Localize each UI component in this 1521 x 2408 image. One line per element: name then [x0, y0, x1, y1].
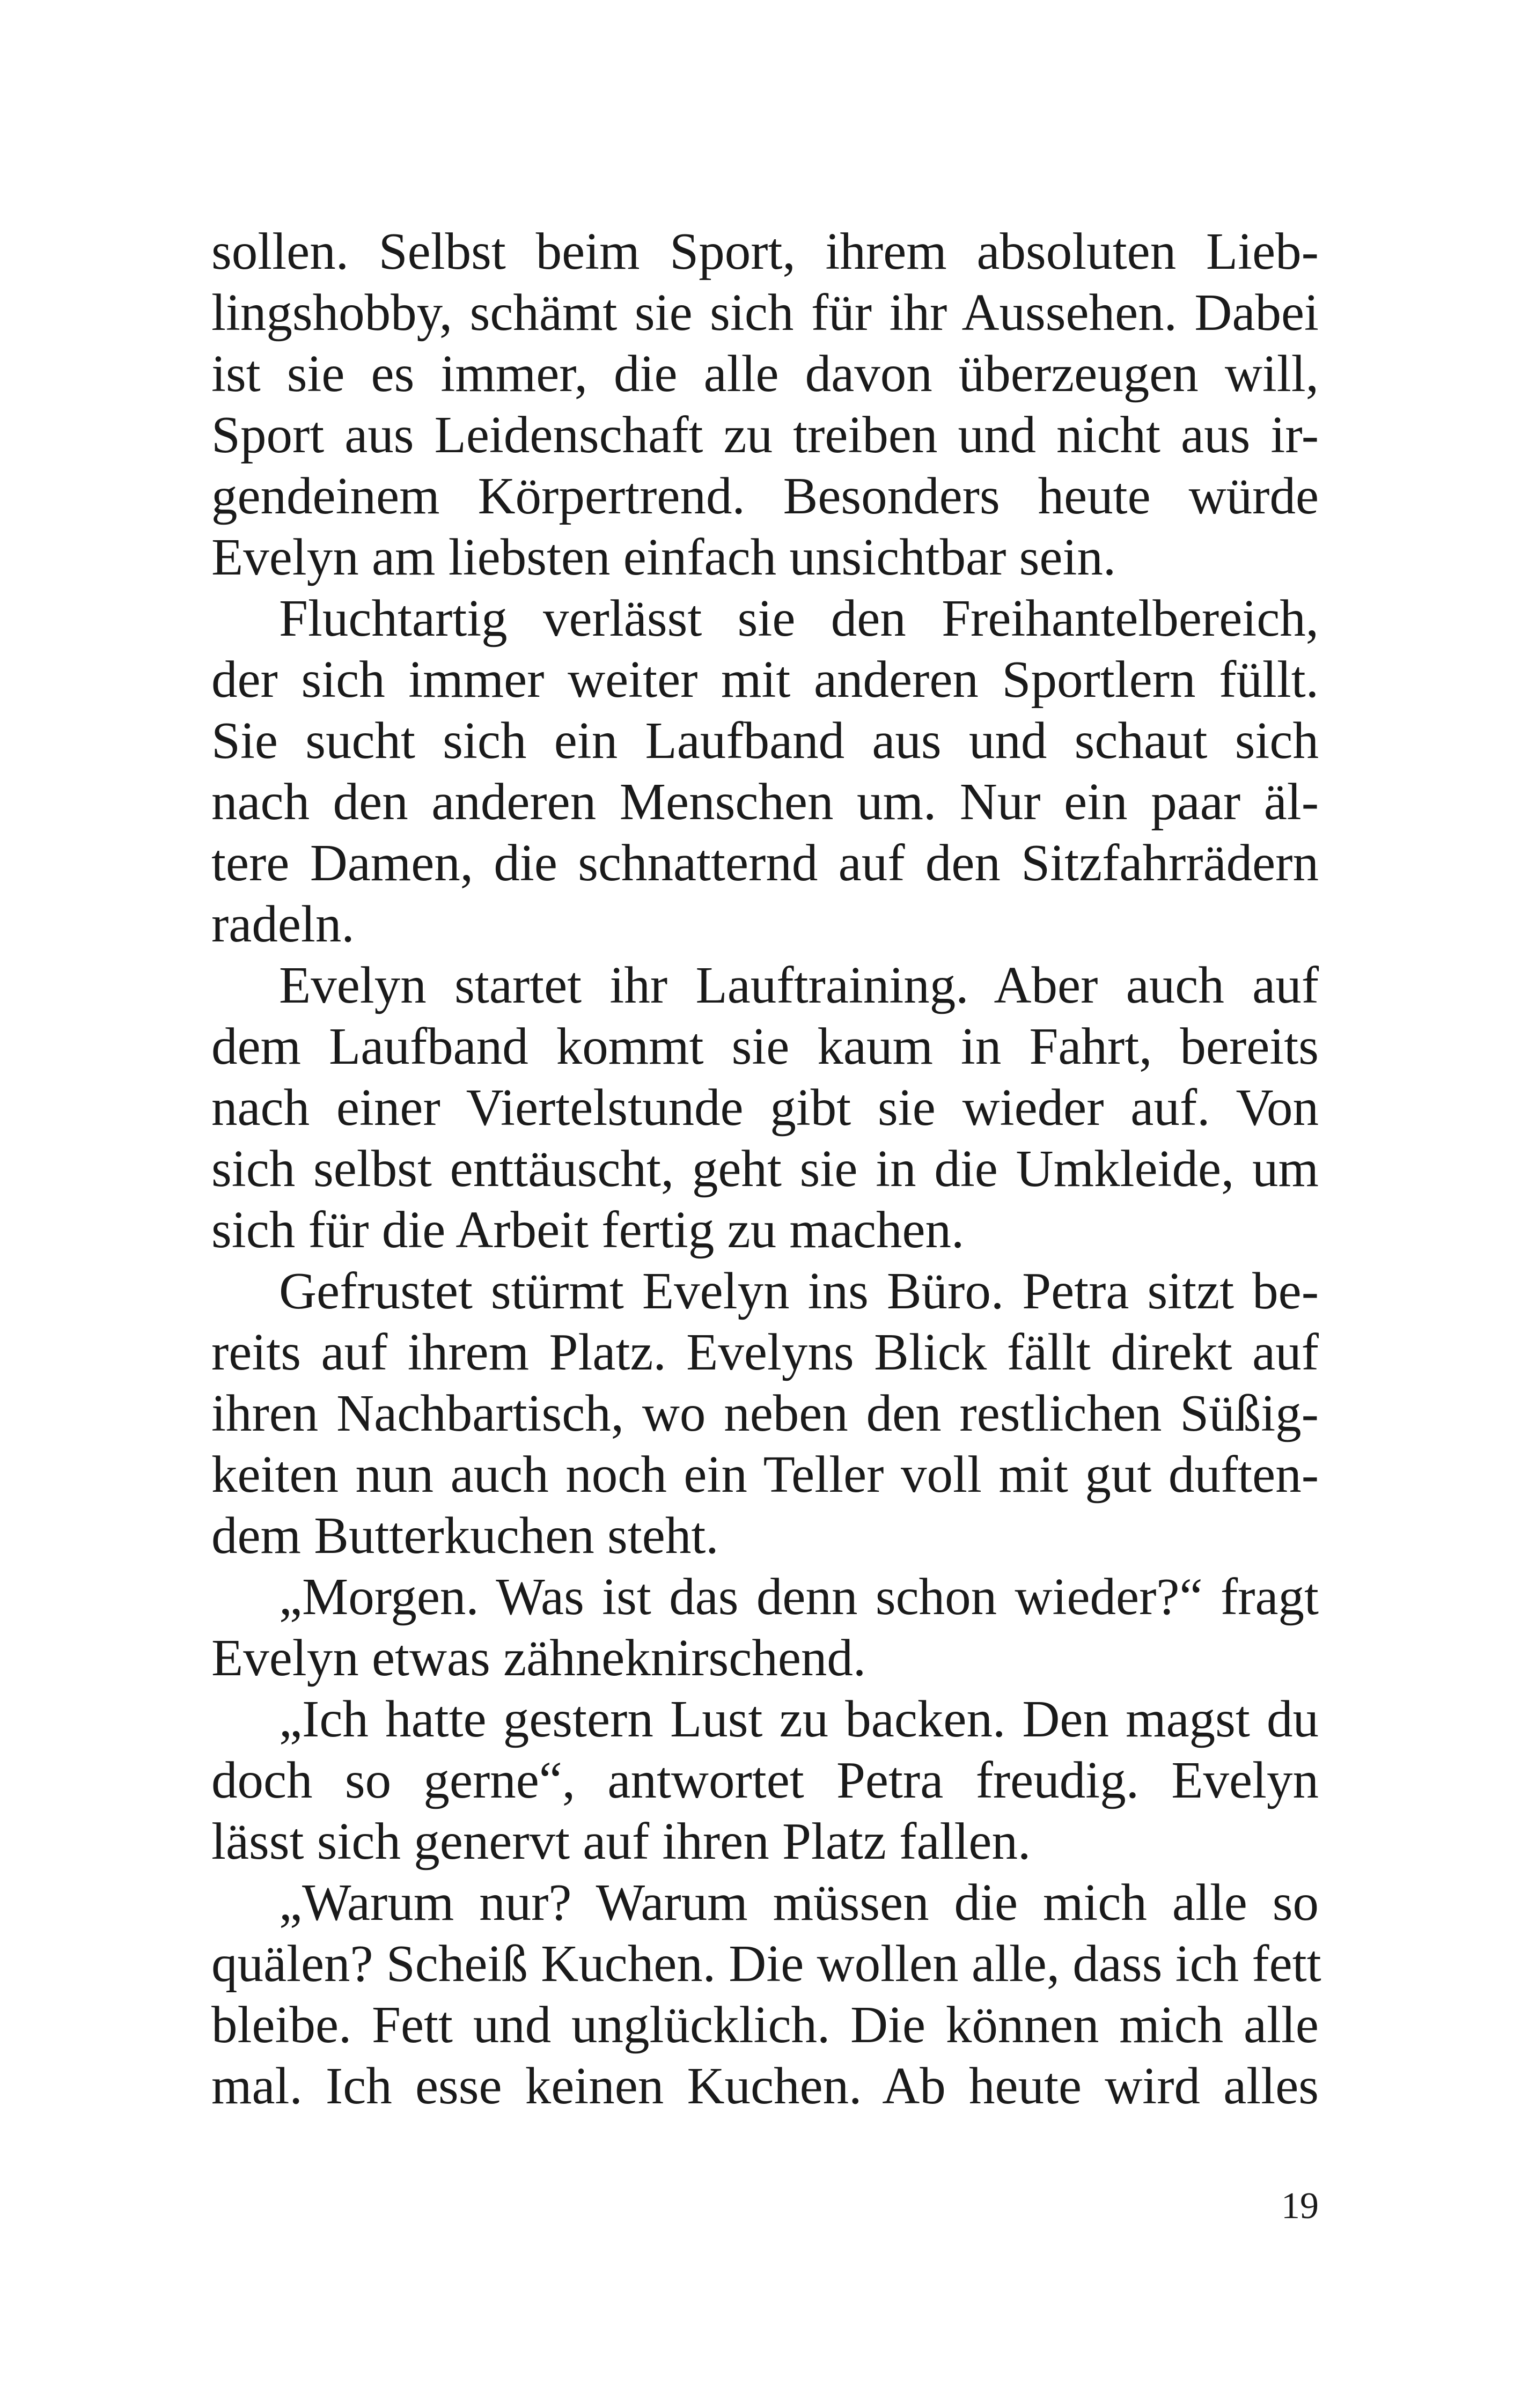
text-line: Evelyn etwas zähneknirschend.: [211, 1629, 866, 1687]
page-number: 19: [1281, 2185, 1319, 2227]
text-line: reits auf ihrem Platz. Evelyns Blick fällt direkt auf: [211, 1323, 1319, 1381]
text-line: lingshobby, schämt sie sich für ihr Aussehen. Dabei: [211, 284, 1319, 341]
text-line: tere Damen, die schnatternd auf den Sitzfahrrädern: [211, 834, 1319, 892]
text-line: Fluchtartig verlässt sie den Freihantelbereich,: [279, 590, 1319, 647]
text-line: „Morgen. Was ist das denn schon wieder?“ fragt: [279, 1568, 1319, 1625]
text-line: ihren Nachbartisch, wo neben den restlichen Süßig-: [211, 1385, 1319, 1442]
text-line: nach einer Viertelstunde gibt sie wieder auf. Von: [211, 1079, 1319, 1136]
text-line: keiten nun auch noch ein Teller voll mit gut duften-: [211, 1446, 1319, 1503]
text-line: „Ich hatte gestern Lust zu backen. Den magst du: [279, 1690, 1319, 1748]
text-line: Sie sucht sich ein Laufband aus und schaut sich: [211, 712, 1319, 769]
text-line: gendeinem Körpertrend. Besonders heute würde: [211, 467, 1319, 525]
text-line: Sport aus Leidenschaft zu treiben und nicht aus ir-: [211, 406, 1319, 463]
text-line: Evelyn startet ihr Lauftraining. Aber auch auf: [279, 956, 1319, 1014]
text-line: der sich immer weiter mit anderen Sportlern füllt.: [211, 651, 1319, 708]
text-line: dem Butterkuchen steht.: [211, 1507, 719, 1564]
text-line: „Warum nur? Warum müssen die mich alle so: [279, 1874, 1319, 1931]
text-line: sich selbst enttäuscht, geht sie in die Umkleide, um: [211, 1140, 1319, 1197]
text-line: lässt sich genervt auf ihren Platz fallen.: [211, 1813, 1031, 1870]
text-line: bleibe. Fett und unglücklich. Die können mich alle: [211, 1996, 1319, 2053]
text-line: sich für die Arbeit fertig zu machen.: [211, 1201, 965, 1258]
text-line: Evelyn am liebsten einfach unsichtbar sein.: [211, 528, 1116, 586]
text-line: doch so gerne“, antwortet Petra freudig. Evelyn: [211, 1751, 1319, 1809]
text-line: radeln.: [211, 895, 355, 953]
text-line: ist sie es immer, die alle davon überzeugen will,: [211, 345, 1319, 402]
text-line: quälen? Scheiß Kuchen. Die wollen alle, dass ich fett: [211, 1935, 1321, 1992]
text-line: sollen. Selbst beim Sport, ihrem absoluten Lieb-: [211, 223, 1319, 280]
text-line: Gefrustet stürmt Evelyn ins Büro. Petra sitzt be-: [279, 1262, 1319, 1320]
text-line: nach den anderen Menschen um. Nur ein paar äl-: [211, 773, 1319, 830]
text-line: mal. Ich esse keinen Kuchen. Ab heute wird alles: [211, 2057, 1319, 2115]
text-line: dem Laufband kommt sie kaum in Fahrt, bereits: [211, 1018, 1319, 1075]
